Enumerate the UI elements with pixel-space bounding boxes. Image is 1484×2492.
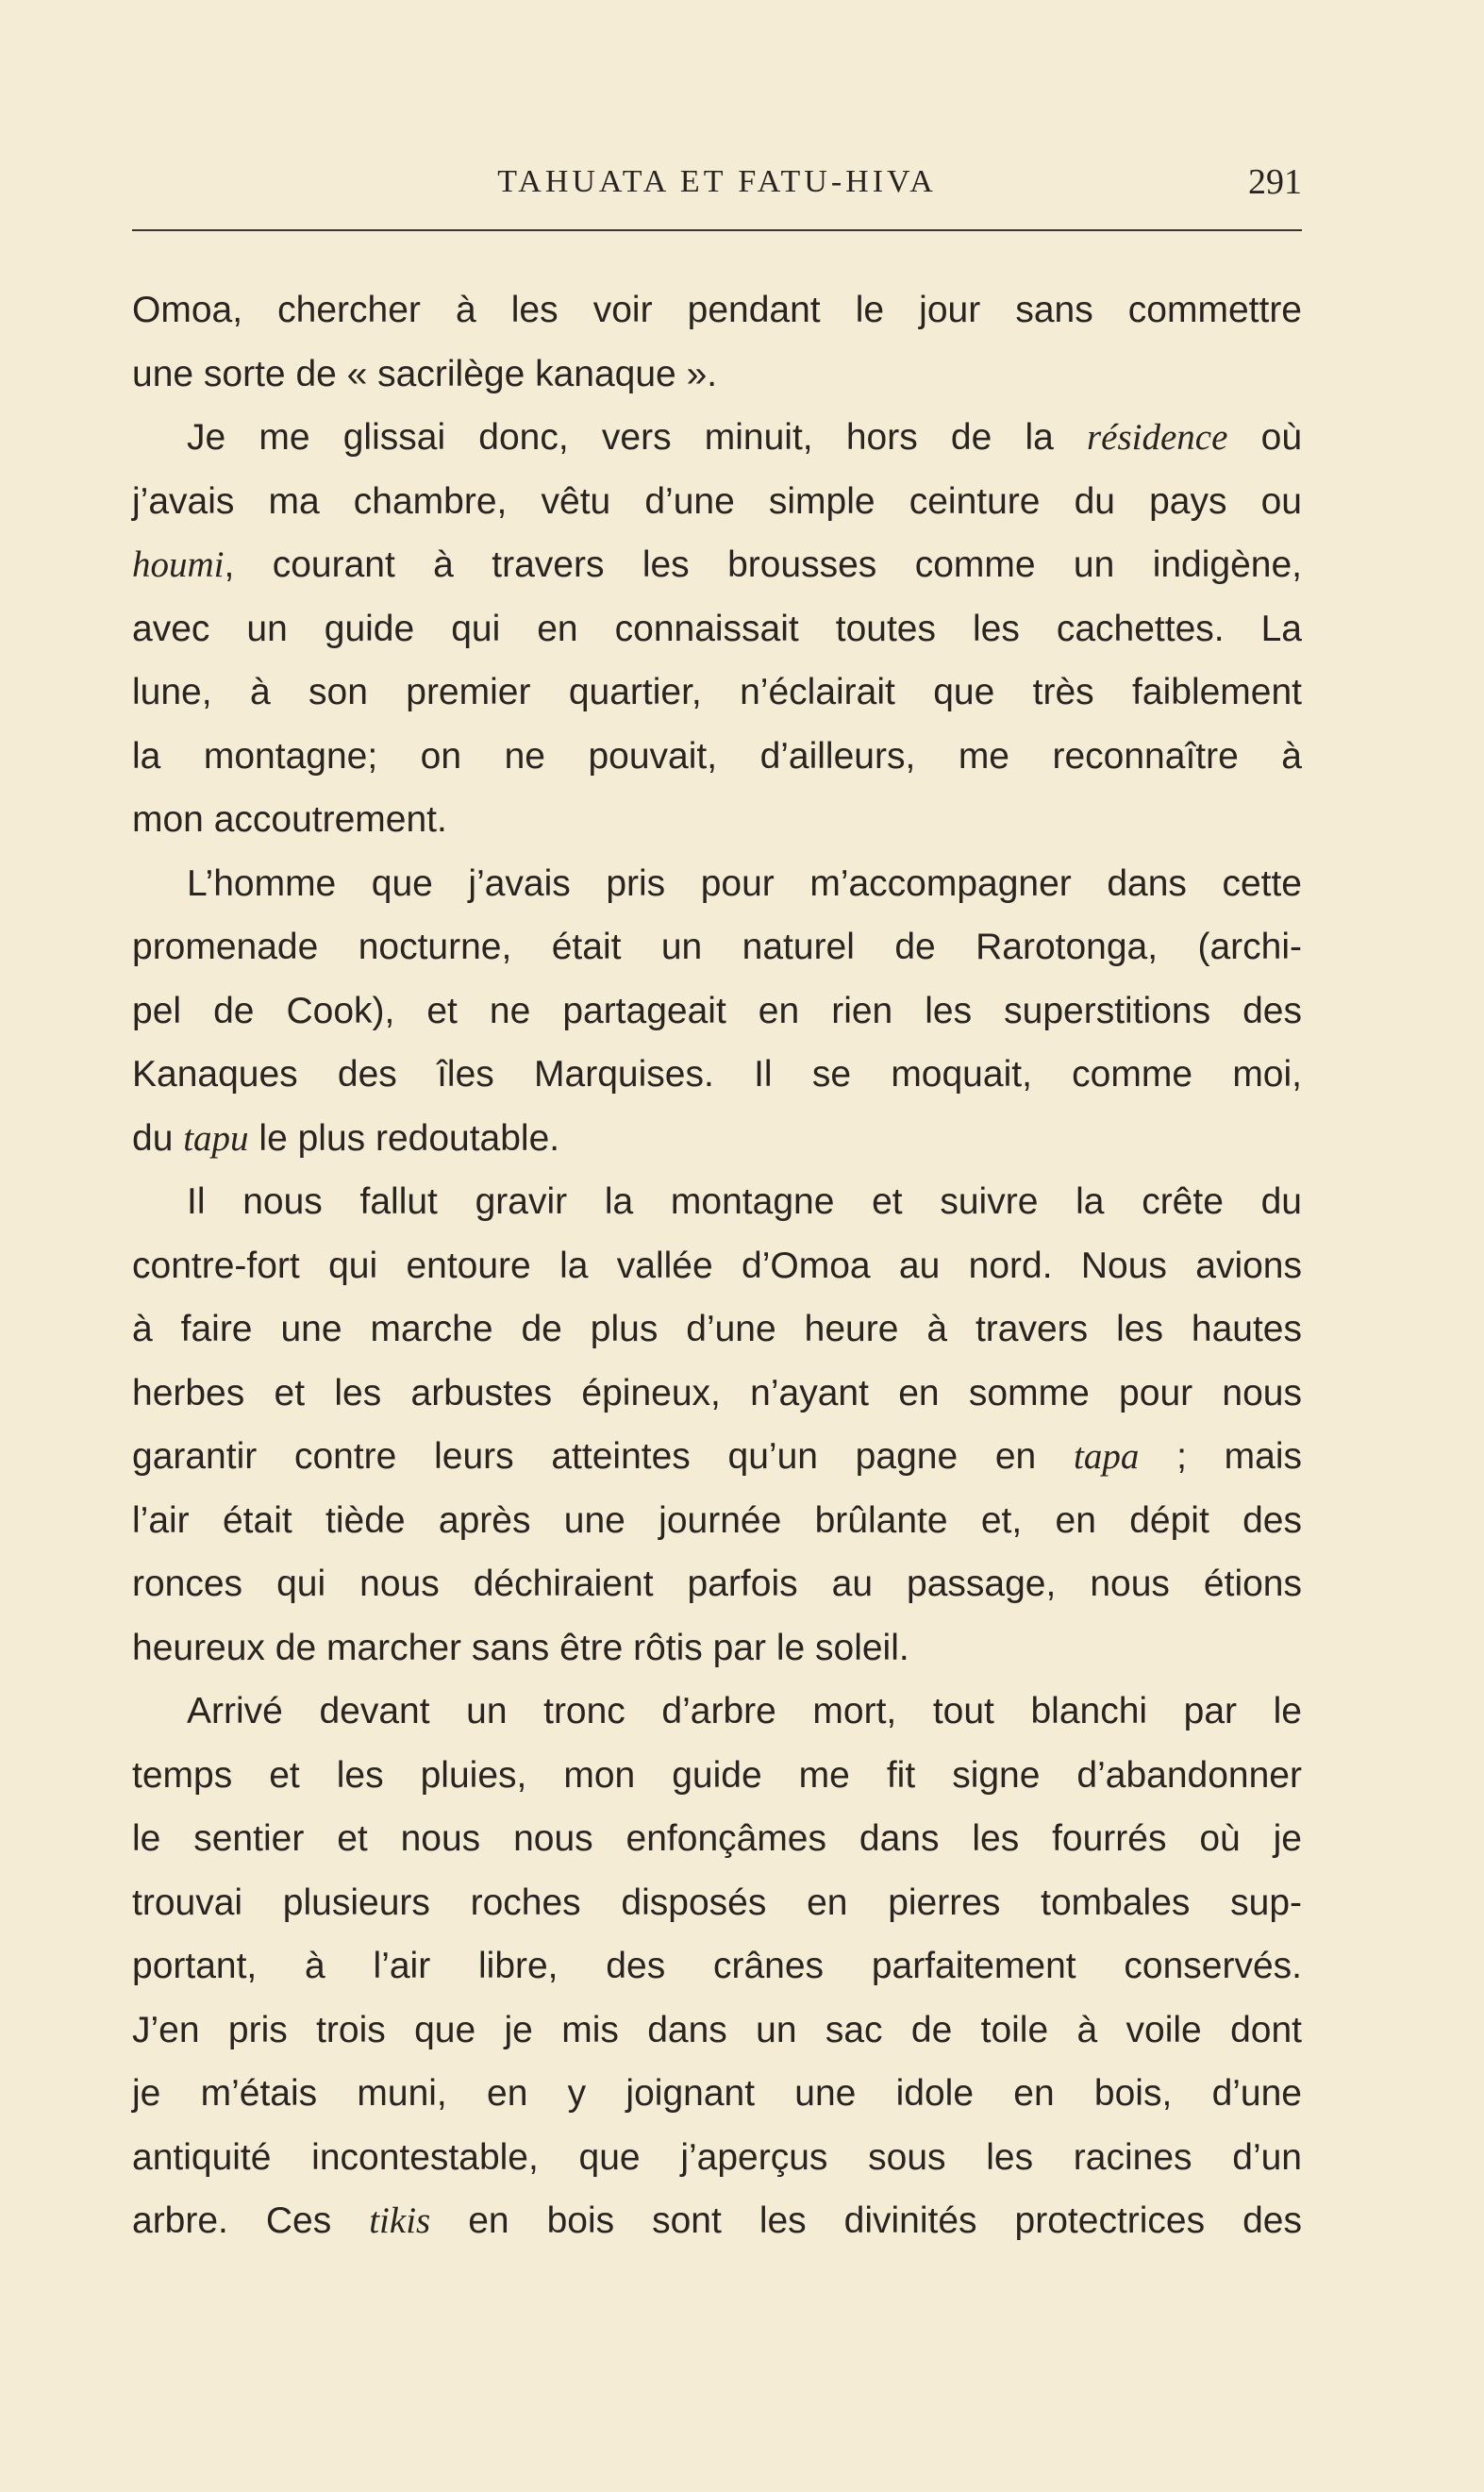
text-line: heureux de marcher sans être rôtis par le soleil. — [132, 1627, 909, 1668]
text-line: temps et les pluies, mon guide me fit signe d’abandonner — [132, 1754, 1302, 1796]
text-line: L’homme que j’avais pris pour m’accompagner dans cette — [187, 862, 1302, 904]
italic-term: tikis — [369, 2200, 431, 2241]
italic-term: résidence — [1087, 417, 1228, 458]
text-line: Arrivé devant un tronc d’arbre mort, tout blanchi par le — [187, 1691, 1302, 1731]
text-line: à faire une marche de plus d’une heure à travers les hautes — [132, 1309, 1302, 1349]
text-line: ronces qui nous déchiraient parfois au passage, nous étions — [132, 1564, 1302, 1604]
text-line: du tapu le plus redoutable. — [132, 1117, 560, 1159]
italic-term: tapu — [183, 1117, 249, 1159]
text-line: je m’étais muni, en y joignant une idole en bois, d’une — [132, 2073, 1302, 2114]
text-line: antiquité incontestable, que j’aperçus sous les racines d’un — [132, 2136, 1302, 2178]
text-line: Je me glissai donc, vers minuit, hors de la résidence où — [187, 417, 1303, 458]
running-title: TAHUATA ET FATU-HIVA — [497, 164, 937, 199]
text-line: le sentier et nous nous enfonçâmes dans les fourrés où je — [132, 1818, 1302, 1859]
text-line: j’avais ma chambre, vêtu d’une simple ceinture du pays ou — [132, 480, 1302, 522]
text-line: promenade nocturne, était un naturel de Rarotonga, (archi- — [132, 927, 1302, 967]
text-line: herbes et les arbustes épineux, n’ayant en somme pour nous — [132, 1372, 1302, 1413]
text-line: Kanaques des îles Marquises. Il se moquait, comme moi, — [132, 1054, 1302, 1095]
text-line: Omoa, chercher à les voir pendant le jour sans commettre — [132, 290, 1302, 330]
text-line: J’en pris trois que je mis dans un sac de toile à voile dont — [132, 2009, 1302, 2050]
text-line: garantir contre leurs atteintes qu’un pagne en tapa ; mais — [132, 1436, 1302, 1477]
text-line: trouvai plusieurs roches disposés en pierres tombales sup- — [132, 1882, 1302, 1923]
text-line: portant, à l’air libre, des crânes parfaitement conservés. — [132, 1946, 1302, 1986]
text-line: Il nous fallut gravir la montagne et suivre la crête du — [187, 1181, 1302, 1222]
text-line: avec un guide qui en connaissait toutes les cachettes. La — [132, 608, 1302, 649]
text-line: lune, à son premier quartier, n’éclairait que très faiblement — [132, 672, 1302, 712]
italic-term: houmi — [132, 544, 225, 585]
header-rule — [132, 229, 1302, 231]
text-line: l’air était tiède après une journée brûlante et, en dépit des — [132, 1499, 1302, 1541]
text-line: mon accoutrement. — [132, 799, 447, 840]
body-text — [132, 278, 1302, 2253]
text-line: une sorte de « sacrilège kanaque ». — [132, 353, 718, 394]
text-line: arbre. Ces tikis en bois sont les divinités protectrices des — [132, 2200, 1302, 2241]
page-header — [132, 159, 1302, 206]
page-number: 291 — [1248, 162, 1302, 202]
text-line: pel de Cook), et ne partageait en rien les superstitions des — [132, 990, 1302, 1031]
text-line: contre-fort qui entoure la vallée d’Omoa au nord. Nous avions — [132, 1245, 1302, 1286]
text-line: houmi, courant à travers les brousses comme un indigène, — [132, 544, 1302, 585]
text-line: la montagne; on ne pouvait, d’ailleurs, me reconnaître à — [132, 735, 1302, 777]
italic-term: tapa — [1074, 1436, 1140, 1477]
